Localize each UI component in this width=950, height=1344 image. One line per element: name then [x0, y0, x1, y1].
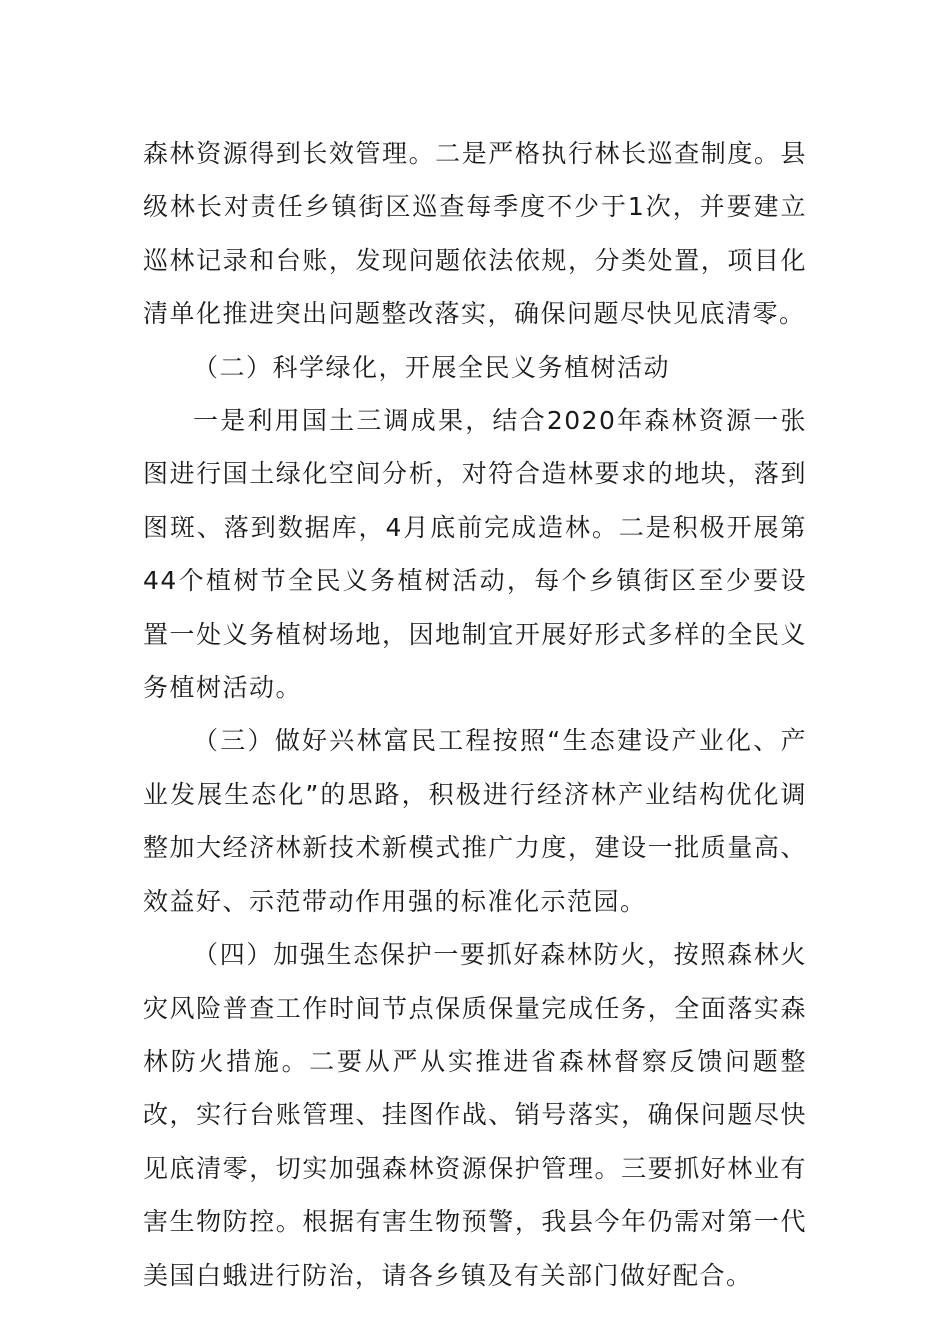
paragraph-section-3: （三）做好兴林富民工程按照“生态建设产业化、产业发展生态化”的思路，积极进行经济林产业结构优化调整加大经济林新技术新模式推广力度，建设一批质量高、效益好、示范带动作用强的标准化示范园。: [143, 726, 807, 916]
document-body: [143, 127, 807, 1302]
paragraph-continuation: 森林资源得到长效管理。二是严格执行林长巡查制度。县级林长对责任乡镇街区巡查每季度不少于1次，并要建立巡林记录和台账，发现问题依法依规，分类处置，项目化清单化推进突出问题整改落实，确保问题尽快见底清零。: [143, 139, 807, 329]
paragraph-greening: 一是利用国土三调成果，结合2020年森林资源一张图进行国土绿化空间分析，对符合造林要求的地块，落到图斑、落到数据库，4月底前完成造林。二是积极开展第44个植树节全民义务植树活动，每个乡镇街区至少要设置一处义务植树场地，因地制宜开展好形式多样的全民义务植树活动。: [143, 406, 807, 703]
section-heading-2: （二）科学绿化，开展全民义务植树活动: [193, 352, 671, 382]
paragraph-section-4: （四）加强生态保护一要抓好森林防火，按照森林火灾风险普查工作时间节点保质保量完成任务，全面落实森林防火措施。二要从严从实推进省森林督察反馈问题整改，实行台账管理、挂图作战、销号落实，确保问题尽快见底清零，切实加强森林资源保护管理。三要抓好林业有害生物防控。根据有害生物预警，我县今年仍需对第一代美国白蛾进行防治，请各乡镇及有关部门做好配合。: [143, 940, 807, 1290]
